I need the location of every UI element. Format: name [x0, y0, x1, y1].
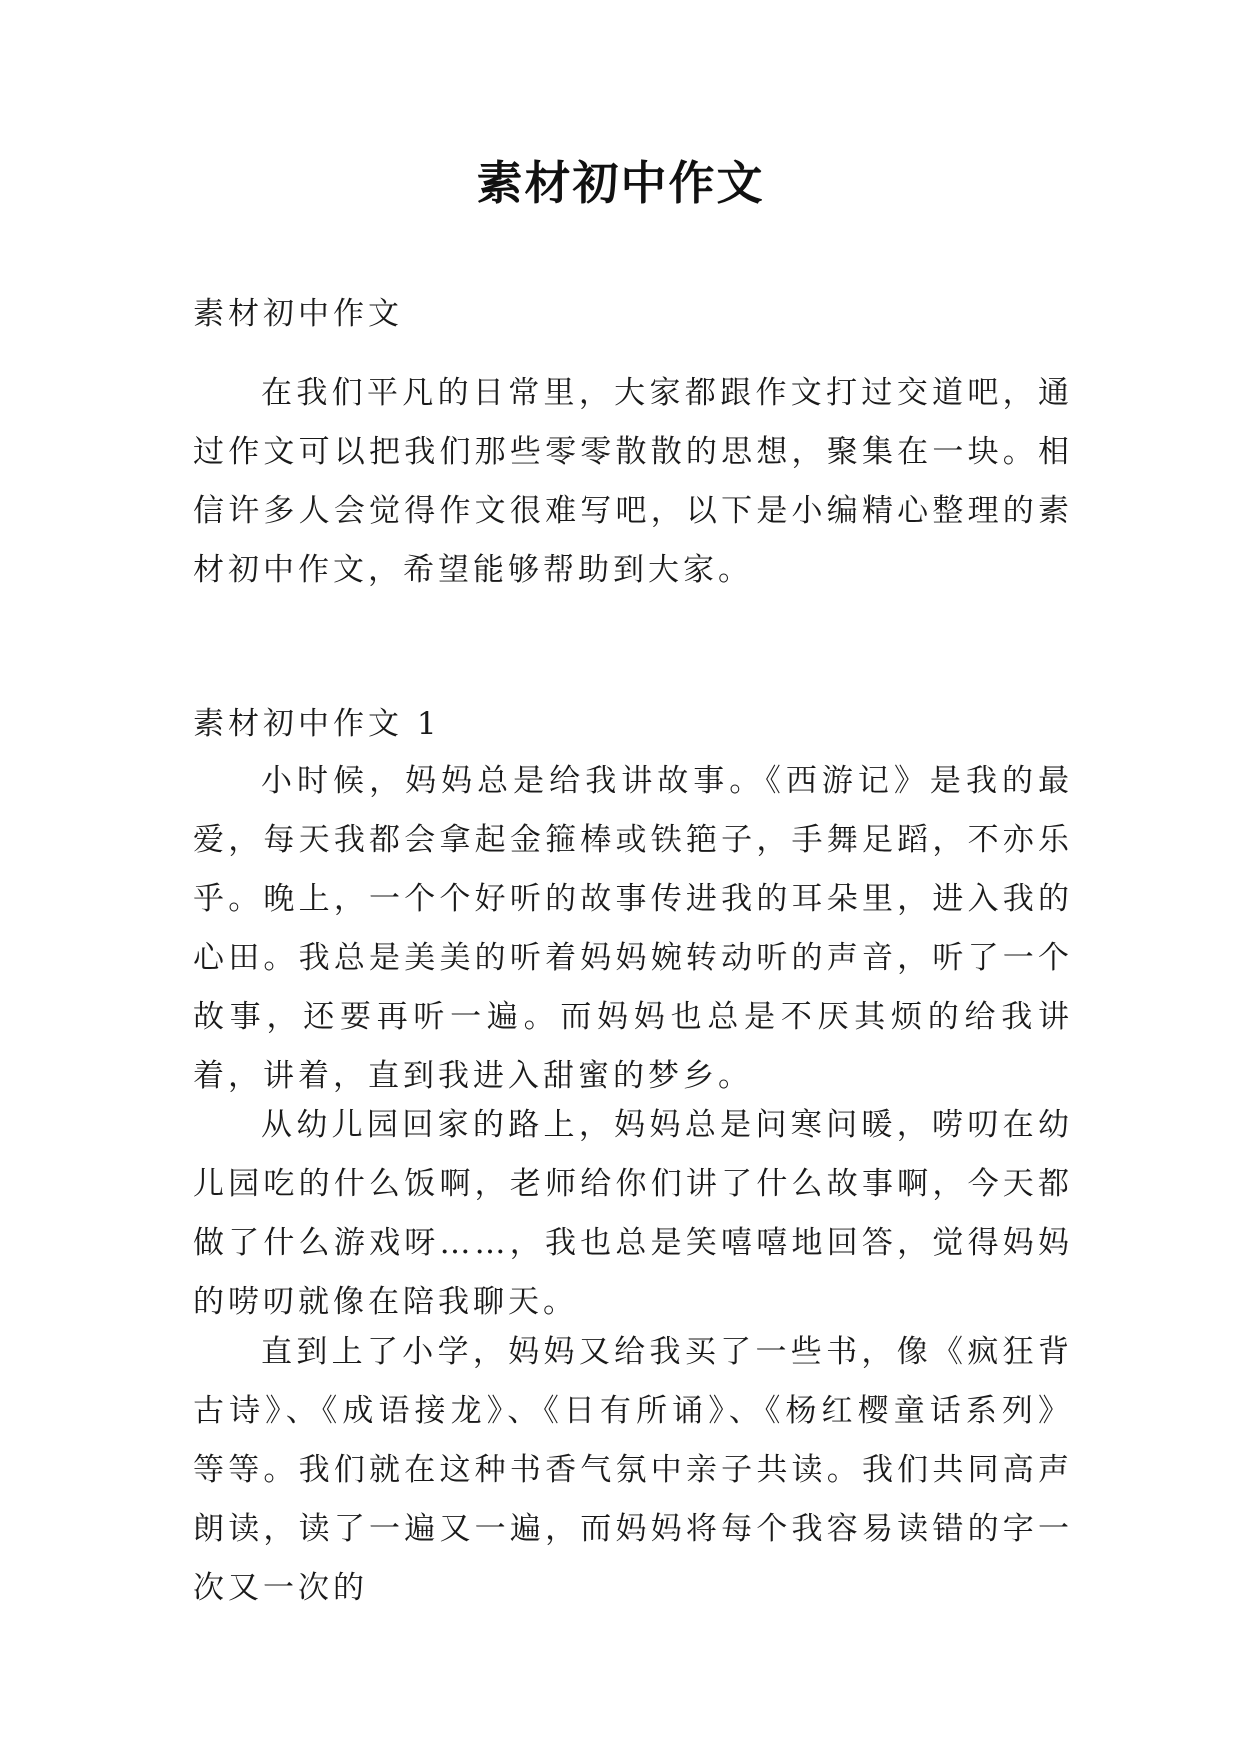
body-paragraph-1: 小时候，妈妈总是给我讲故事。《西游记》是我的最爱，每天我都会拿起金箍棒或铁筢子，手舞足蹈，不亦乐乎。晚上，一个个好听的故事传进我的耳朵里，进入我的心田。我总是美美的听着妈妈婉转动听的声音，听了一个故事，还要再听一遍。而妈妈也总是不厌其烦的给我讲着，讲着，直到我进入甜蜜的梦乡。	[193, 763, 1073, 1094]
document-subtitle: 素材初中作文	[193, 296, 403, 332]
intro-paragraph: 在我们平凡的日常里，大家都跟作文打过交道吧，通过作文可以把我们那些零零散散的思想，聚集在一块。相信许多人会觉得作文很难写吧，以下是小编精心整理的素材初中作文，希望能够帮助到大家。	[193, 375, 1073, 588]
document-title: 素材初中作文	[476, 156, 765, 210]
section-title: 素材初中作文 1	[193, 706, 441, 742]
body-paragraph-3: 直到上了小学，妈妈又给我买了一些书，像《疯狂背古诗》、《成语接龙》、《日有所诵》、《杨红樱童话系列》等等。我们就在这种书香气氛中亲子共读。我们共同高声朗读，读了一遍又一遍，而妈妈将每个我容易读错的字一次又一次的	[193, 1334, 1073, 1606]
body-paragraph-2: 从幼儿园回家的路上，妈妈总是问寒问暖，唠叨在幼儿园吃的什么饭啊，老师给你们讲了什么故事啊，今天都做了什么游戏呀……，我也总是笑嘻嘻地回答，觉得妈妈的唠叨就像在陪我聊天。	[193, 1107, 1073, 1320]
